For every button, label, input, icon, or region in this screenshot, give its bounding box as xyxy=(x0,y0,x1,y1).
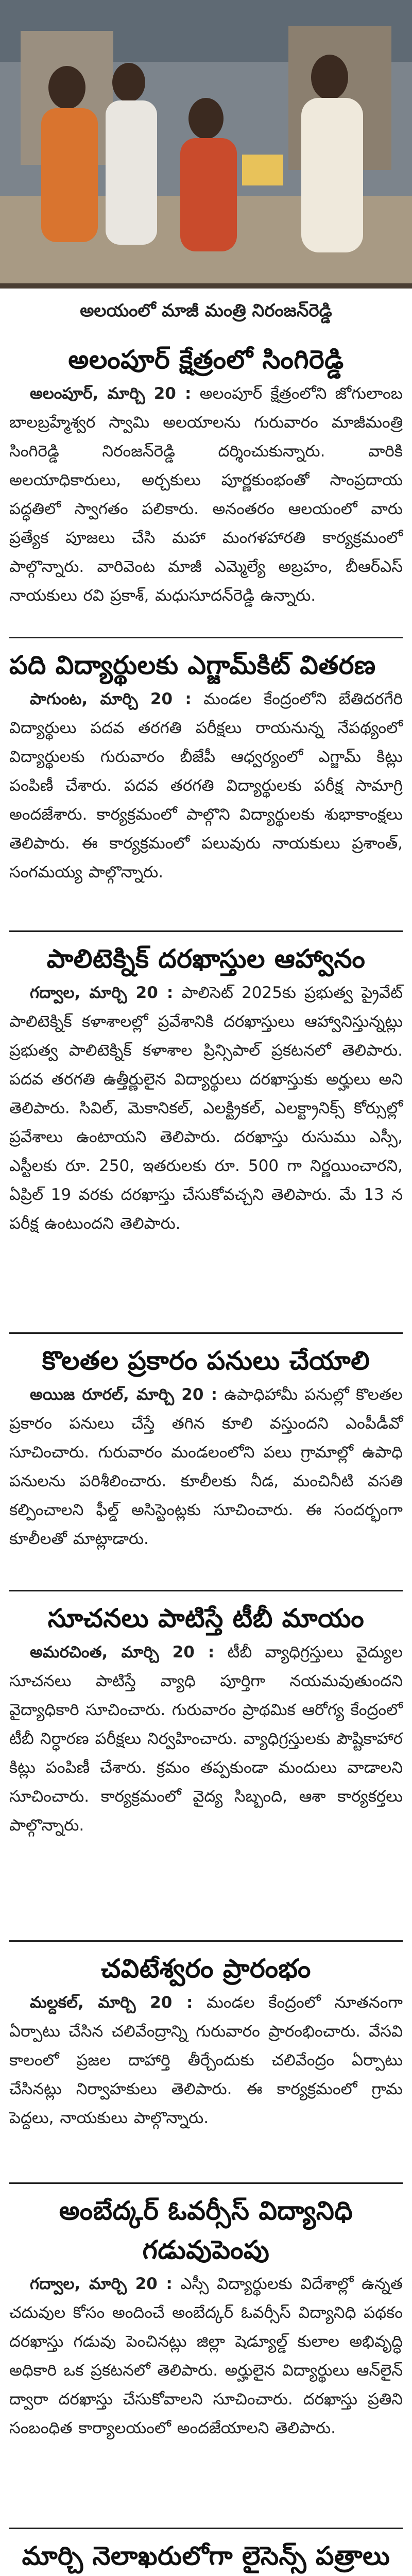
article-dateline: పాగుంట, మార్చి 20 : xyxy=(30,690,192,708)
article-body xyxy=(9,2269,403,2443)
divider xyxy=(9,2528,403,2529)
article-measurements xyxy=(9,1329,403,1553)
article-ambedkar xyxy=(9,2179,403,2443)
photo-caption: అలయంలో మాజీ మంత్రి నిరంజన్‌రెడ్డి xyxy=(80,300,332,321)
article-headline: కొలతల ప్రకారం పనులు చేయాలి xyxy=(42,1346,370,1376)
news-photo xyxy=(0,0,412,289)
article-body xyxy=(9,978,403,1238)
article-headline: మార్చి నెలాఖరులోగా లైసెన్స్ పత్రాలు xyxy=(22,2541,390,2571)
article-body xyxy=(9,379,403,610)
article-dateline: మల్దకల్, మార్చి 20 : xyxy=(30,1993,193,2012)
article-headline: అలంపూర్ క్షేత్రంలో సింగిరెడ్డి xyxy=(68,345,344,375)
article-body xyxy=(9,1380,403,1553)
article-polytechnic xyxy=(9,927,403,1238)
article-headline: అంబేద్కర్ ఓవర్సీస్ విద్యానిధి గడువుపెంపు xyxy=(59,2196,353,2265)
article-headline: సూచనలు పాటిస్తే టీబీ మాయం xyxy=(47,1603,365,1633)
divider xyxy=(9,637,403,638)
article-headline: చవిటేశ్వరం ప్రారంభం xyxy=(101,1954,311,1984)
article-body xyxy=(9,1638,403,1840)
article-headline: పది విద్యార్థులకు ఎగ్జామ్‌కిట్ వితరణ xyxy=(9,650,376,680)
article-text: అలంపూర్ క్షేత్రంలోని జోగులాంబ బాలబ్రహ్మేశ్వర స్వామి అలయాలను గురువారం మాజీమంత్రి సింగిరెడ్డి నిరంజన్‌రెడ్డి దర్శించుకున్నారు. వారికి అలయాధికారులు, అర్చకులు పూర్ణకుంభంతో సాంప్రదాయ పద్ధతిలో స్వాగతం పలికారు. అనంతరం ఆలయంలో వారు ప్రత్యేక పూజలు చేసి మహా మంగళహారతి కార్యక్రమంలో పాల్గొన్నారు. వారివెంట మాజీ ఎమ్మెల్యే అబ్రహం, బీఆర్‌ఎస్ నాయకులు రవి ప్రకాశ్, మధుసూదన్‌రెడ్డి ఉన్నారు. xyxy=(9,384,403,605)
article-text: ఎస్సీ విద్యార్థులకు విదేశాల్లో ఉన్నత చదువుల కోసం అందించే అంబేద్కర్ ఓవర్సీస్ విద్యానిధి పథకం దరఖాస్తు గడువు పెంచినట్లు జిల్లా షెడ్యూల్డ్ కులాల అభివృద్ధి అధికారి ఒక ప్రకటనలో తెలిపారు. అర్హులైన విద్యార్థులు ఆన్‌లైన్ ద్వారా దరఖాస్తు చేసుకోవాలని సూచించారు. దరఖాస్తు ప్రతిని సంబంధిత కార్యాలయంలో అందజేయాలని తెలిపారు. xyxy=(9,2275,403,2437)
article-tb xyxy=(9,1587,403,1840)
article-exam-kit xyxy=(9,634,403,887)
article-chalivendram xyxy=(9,1937,403,2132)
divider xyxy=(9,2182,403,2184)
article-text: టీబీ వ్యాధిగ్రస్తులు వైద్యుల సూచనలు పాటిస్తే వ్యాధి పూర్తిగా నయమవుతుందని వైద్యాధికారి సూచించారు. గురువారం ప్రాథమిక ఆరోగ్య కేంద్రంలో టీబీ నిర్ధారణ పరీక్షలు నిర్వహించారు. వ్యాధిగ్రస్తులకు పౌష్టికాహార కిట్లు పంపిణీ చేశారు. క్రమం తప్పకుండా మందులు వాడాలని సూచించారు. కార్యక్రమంలో వైద్య సిబ్బంది, ఆశా కార్యకర్తలు పాల్గొన్నారు. xyxy=(9,1643,403,1835)
divider xyxy=(9,1332,403,1334)
article-text: పాలిసెట్ 2025కు ప్రభుత్వ ప్రైవేట్ పాలిటెక్నిక్ కళాశాలల్లో ప్రవేశానికి దరఖాస్తులు ఆహ్వానిస్తున్నట్లు ప్రభుత్వ పాలిటెక్నిక్ కళాశాల ప్రిన్సిపాల్ ప్రకటనలో తెలిపారు. పదవ తరగతి ఉత్తీర్ణులైన విద్యార్థులు దరఖాస్తుకు అర్హులు అని తెలిపారు. సివిల్, మెకానికల్, ఎలక్ట్రికల్, ఎలక్ట్రానిక్స్ కోర్సుల్లో ప్రవేశాలు ఉంటాయని తెలిపారు. దరఖాస్తు రుసుము ఎస్సీ, ఎస్టీలకు రూ. 250, ఇతరులకు రూ. 500 గా నిర్ణయించారని, ఏప్రిల్ 19 వరకు దరఖాస్తు చేసుకోవచ్చని తెలిపారు. మే 13 న పరీక్ష ఉంటుందని తెలిపారు. xyxy=(9,984,403,1233)
article-dateline: అలంపూర్, మార్చి 20 : xyxy=(30,384,192,403)
divider xyxy=(9,1590,403,1591)
article-text: ఉపాధిహామీ పనుల్లో కొలతల ప్రకారం పనులు చేస్తే తగిన కూలి వస్తుందని ఎంపీడీవో సూచించారు. గురువారం మండలంలోని పలు గ్రామాల్లో ఉపాధి పనులను పరిశీలించారు. కూలీలకు నీడ, మంచినీటి వసతి కల్పించాలని ఫీల్డ్ అసిస్టెంట్లకు సూచించారు. ఈ సందర్భంగా కూలీలతో మాట్లాడారు. xyxy=(9,1385,403,1548)
article-body xyxy=(9,685,403,887)
article-dateline: గద్వాల, మార్చి 20 : xyxy=(30,2275,173,2293)
article-license xyxy=(9,2524,403,2576)
article-body xyxy=(9,1988,403,2132)
article-text: మండల కేంద్రంలో నూతనంగా ఏర్పాటు చేసిన చలివేంద్రాన్ని గురువారం ప్రారంభించారు. వేసవి కాలంలో ప్రజల దాహార్తి తీర్చేందుకు చలివేంద్రం ఏర్పాటు చేసినట్లు నిర్వాహకులు తెలిపారు. ఈ కార్యక్రమంలో గ్రామ పెద్దలు, నాయకులు పాల్గొన్నారు. xyxy=(9,1993,403,2127)
article-dateline: గద్వాల, మార్చి 20 : xyxy=(30,984,174,1002)
article-dateline: అమరచింత, మార్చి 20 : xyxy=(30,1643,215,1662)
divider xyxy=(9,1940,403,1942)
article-text: మండల కేంద్రంలోని బేతిదరగేరి విద్యార్థులు పదవ తరగతి పరీక్షలు రాయనున్న నేపథ్యంలో విద్యార్థులకు గురువారం బీజేపీ ఆధ్వర్యంలో ఎగ్జామ్ కిట్లు పంపిణీ చేశారు. పదవ తరగతి విద్యార్థులకు పరీక్ష సామాగ్రి అందజేశారు. కార్యక్రమంలో పాల్గొని విద్యార్థులకు శుభాకాంక్షలు తెలిపారు. ఈ కార్యక్రమంలో పలువురు నాయకులు ప్రశాంత్, సంగమయ్య పాల్గొన్నారు. xyxy=(9,690,403,882)
article-dateline: అయిజ రూరల్, మార్చి 20 : xyxy=(30,1385,218,1404)
article-headline: పాలిటెక్నిక్ దరఖాస్తుల ఆహ్వానం xyxy=(46,944,366,974)
article-alampur xyxy=(9,340,403,610)
divider xyxy=(9,930,403,932)
temple-visit-photo xyxy=(0,0,412,289)
